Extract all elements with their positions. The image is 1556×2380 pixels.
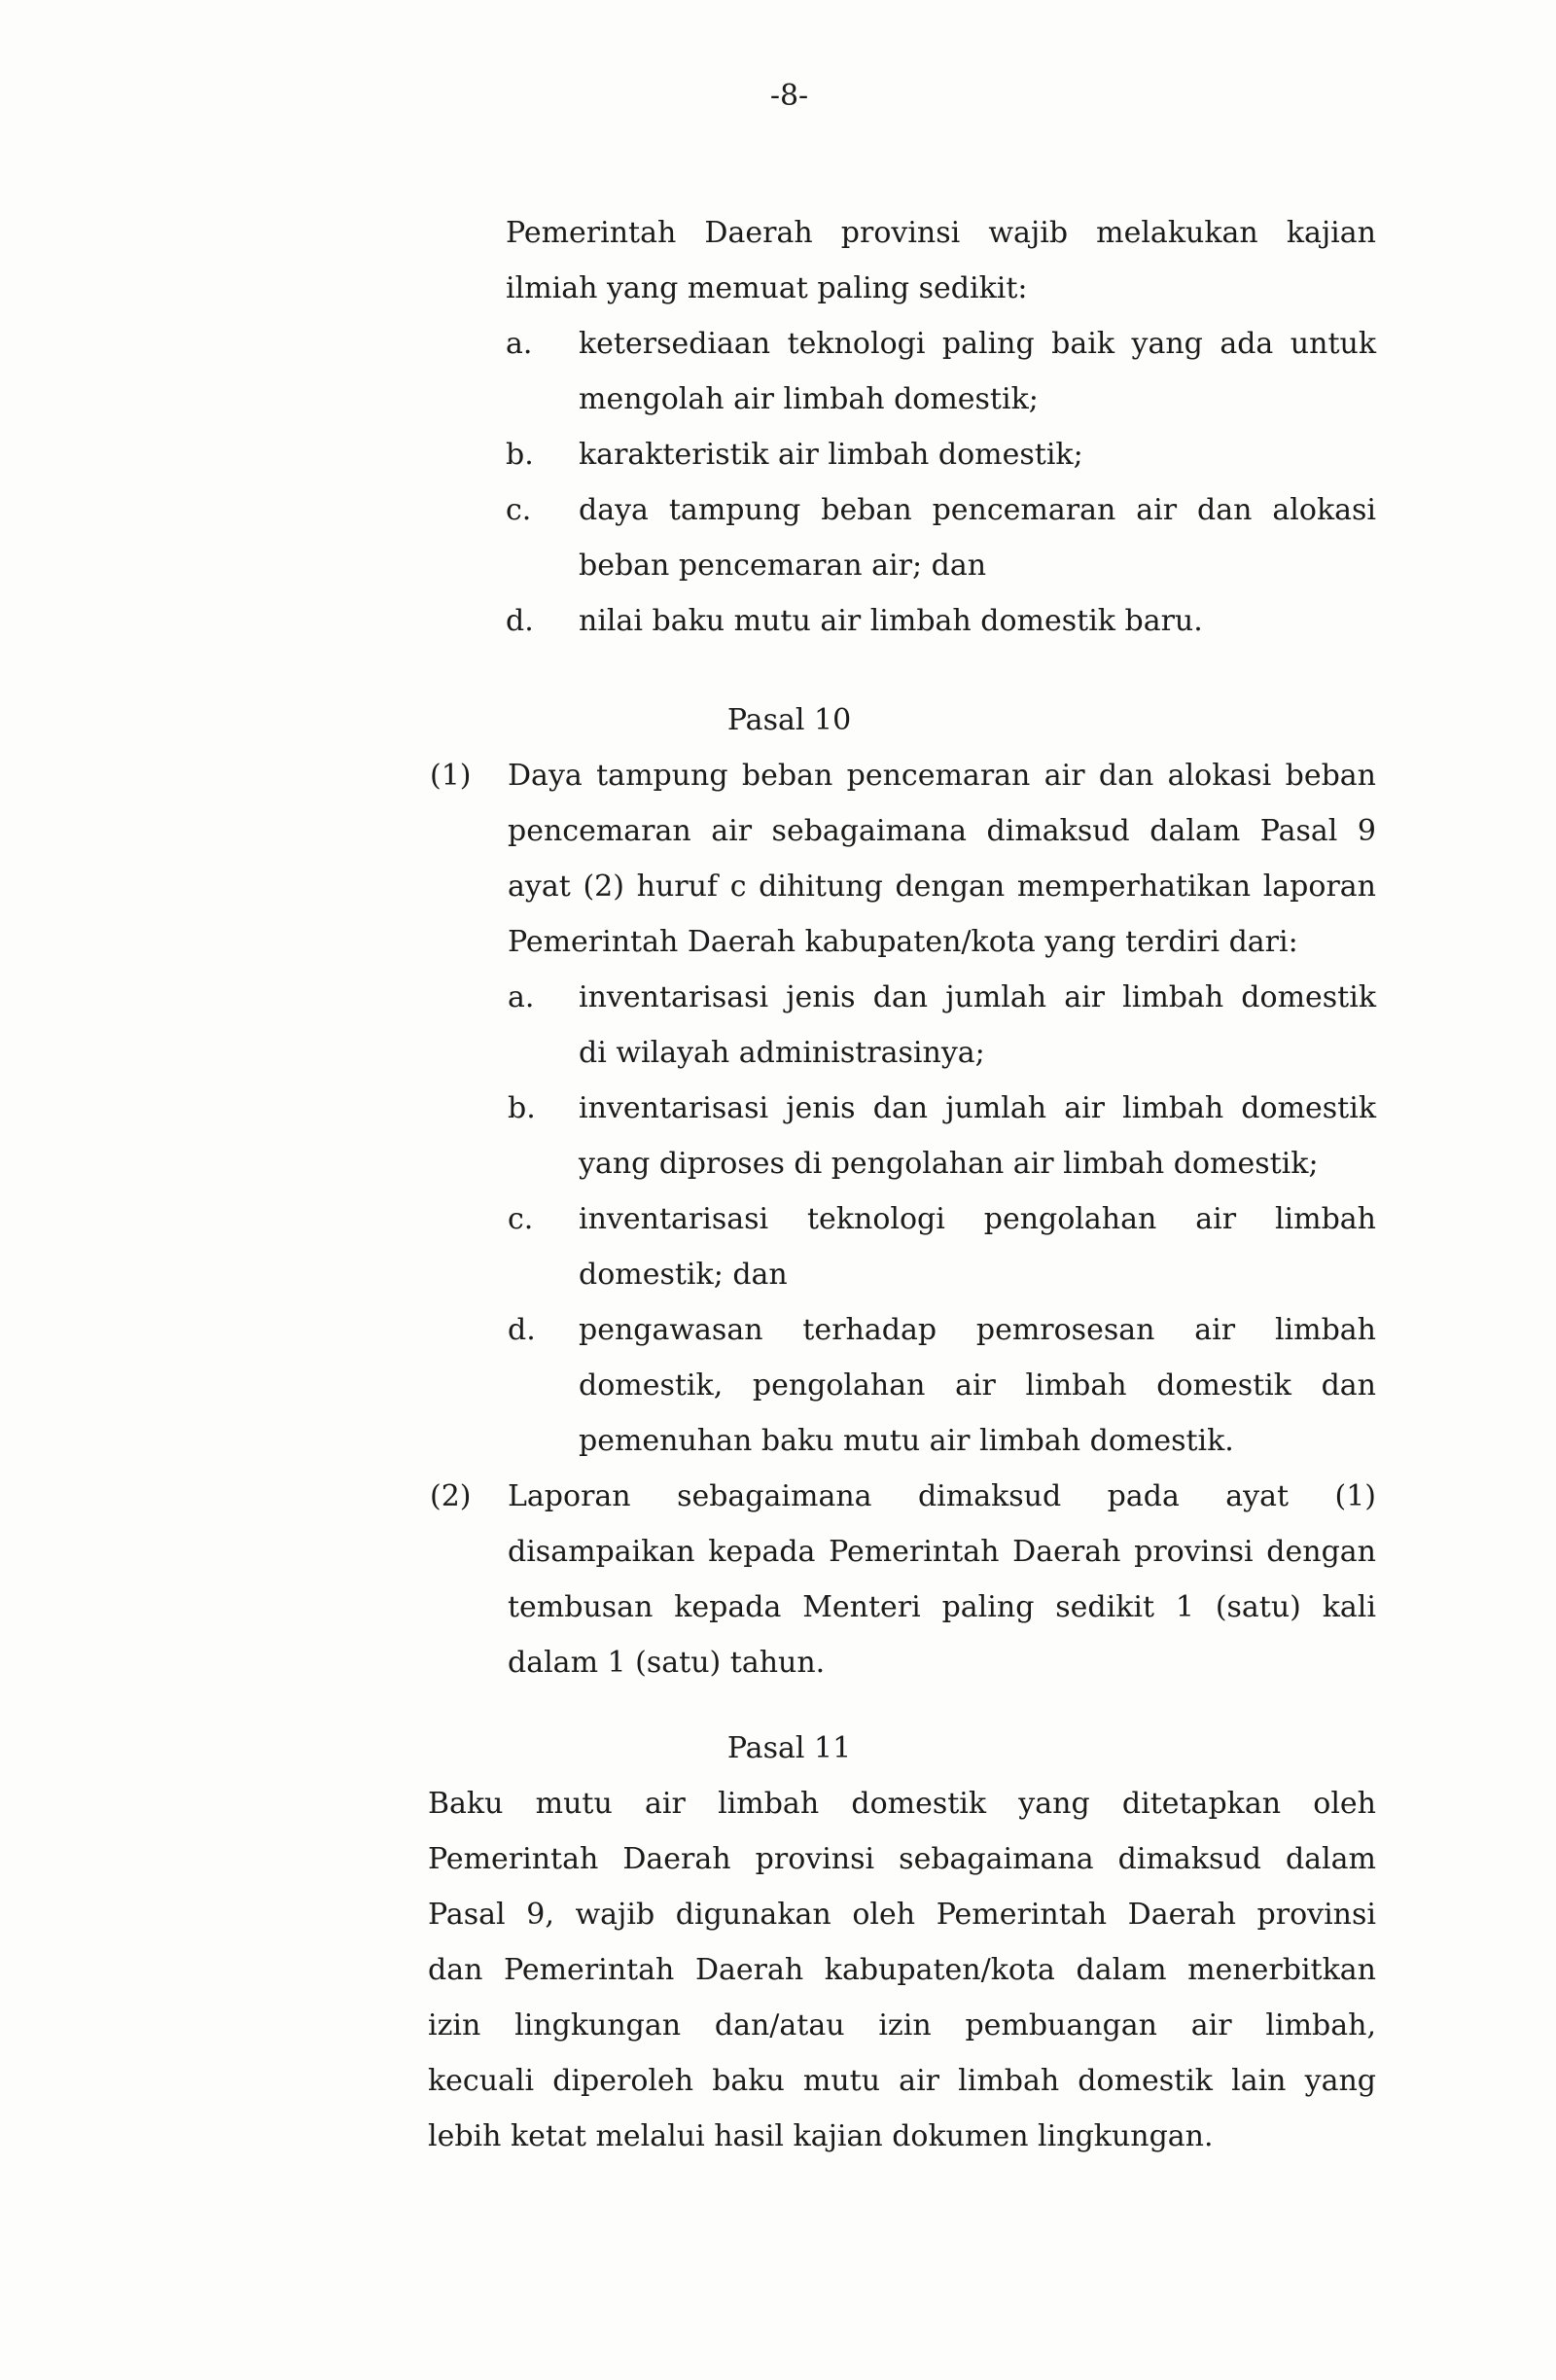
list-item-c [506, 482, 1376, 593]
list-item-marker: c. [508, 1202, 534, 1236]
list-item-line: mengolah air limbah domestik; [579, 382, 1039, 416]
list-item-line: pengawasan terhadap pemrosesan air limbah [579, 1313, 1376, 1347]
paragraph-line: lebih ketat melalui hasil kajian dokumen lingkungan. [428, 2119, 1214, 2153]
paragraph-line: dan Pemerintah Daerah kabupaten/kota dalam menerbitkan [428, 1953, 1376, 1987]
ayat-line: Daya tampung beban pencemaran air dan alokasi beban [508, 759, 1376, 793]
paragraph-line: Pemerintah Daerah provinsi sebagaimana dimaksud dalam [428, 1842, 1376, 1876]
paragraph-line: Pasal 9, wajib digunakan oleh Pemerintah Daerah provinsi [428, 1898, 1376, 1932]
paragraph-line: izin lingkungan dan/atau izin pembuangan air limbah, [428, 2008, 1376, 2043]
sub-item-d [508, 1302, 1376, 1469]
list-item-line: nilai baku mutu air limbah domestik baru. [579, 604, 1203, 638]
ayat-line: dalam 1 (satu) tahun. [508, 1646, 826, 1680]
pasal-11-heading: Pasal 11 [726, 1731, 852, 1765]
list-item-line: inventarisasi jenis dan jumlah air limbah domestik [579, 1091, 1376, 1125]
list-item-line: di wilayah administrasinya; [579, 1036, 985, 1070]
list-item-marker: d. [508, 1313, 536, 1347]
list-item-marker: a. [506, 327, 533, 361]
list-item-marker: d. [506, 604, 534, 638]
ayat-line: pencemaran air sebagaimana dimaksud dalam Pasal 9 [508, 814, 1376, 848]
ayat-line: Laporan sebagaimana dimaksud pada ayat (1) [508, 1479, 1376, 1513]
sub-item-c [508, 1191, 1376, 1302]
pasal-10-body [428, 748, 1376, 1690]
sub-item-b [508, 1081, 1376, 1191]
list-item-line: domestik, pengolahan air limbah domestik dan [579, 1368, 1376, 1403]
list-item-line: daya tampung beban pencemaran air dan alokasi [579, 493, 1376, 527]
document-content [428, 0, 1376, 2164]
list-item-marker: a. [508, 980, 535, 1014]
list-item-marker: b. [508, 1091, 536, 1125]
letter-list [506, 316, 1376, 649]
ayat-line: Pemerintah Daerah kabupaten/kota yang terdiri dari: [508, 925, 1298, 959]
ayat-marker: (2) [430, 1479, 472, 1513]
list-item-line: domestik; dan [579, 1258, 788, 1292]
page-number: -8- [769, 79, 809, 113]
ayat-marker: (1) [430, 759, 472, 793]
list-item-line: inventarisasi teknologi pengolahan air limbah [579, 1202, 1376, 1236]
list-item-b [506, 427, 1376, 482]
sub-item-a [508, 970, 1376, 1081]
pasal-10-heading: Pasal 10 [726, 703, 852, 737]
list-item-line: pemenuhan baku mutu air limbah domestik. [579, 1424, 1234, 1458]
pasal-11-paragraph [428, 1776, 1376, 2164]
list-item-marker: b. [506, 438, 534, 472]
list-item-line: ketersediaan teknologi paling baik yang ada untuk [579, 327, 1376, 361]
paragraph-line: Pemerintah Daerah provinsi wajib melakukan kajian [506, 216, 1376, 250]
ayat-2 [428, 1469, 1376, 1690]
list-item-marker: c. [506, 493, 532, 527]
list-item-a [506, 316, 1376, 427]
paragraph-line: kecuali diperoleh baku mutu air limbah domestik lain yang [428, 2064, 1376, 2098]
list-item-line: inventarisasi jenis dan jumlah air limbah domestik [579, 980, 1376, 1014]
paragraph-line: Baku mutu air limbah domestik yang ditetapkan oleh [428, 1787, 1376, 1821]
ayat-line: disampaikan kepada Pemerintah Daerah provinsi dengan [508, 1535, 1376, 1569]
ayat-line: ayat (2) huruf c dihitung dengan memperhatikan laporan [508, 870, 1376, 904]
intro-paragraph [506, 205, 1376, 316]
list-item-line: beban pencemaran air; dan [579, 549, 987, 583]
list-item-d [506, 593, 1376, 649]
list-item-line: yang diproses di pengolahan air limbah domestik; [579, 1147, 1319, 1181]
list-item-line: karakteristik air limbah domestik; [579, 438, 1083, 472]
ayat-1 [428, 748, 1376, 1469]
paragraph-line: ilmiah yang memuat paling sedikit: [506, 271, 1028, 305]
ayat-line: tembusan kepada Menteri paling sedikit 1 (satu) kali [508, 1590, 1376, 1624]
sub-letter-list [508, 970, 1376, 1469]
